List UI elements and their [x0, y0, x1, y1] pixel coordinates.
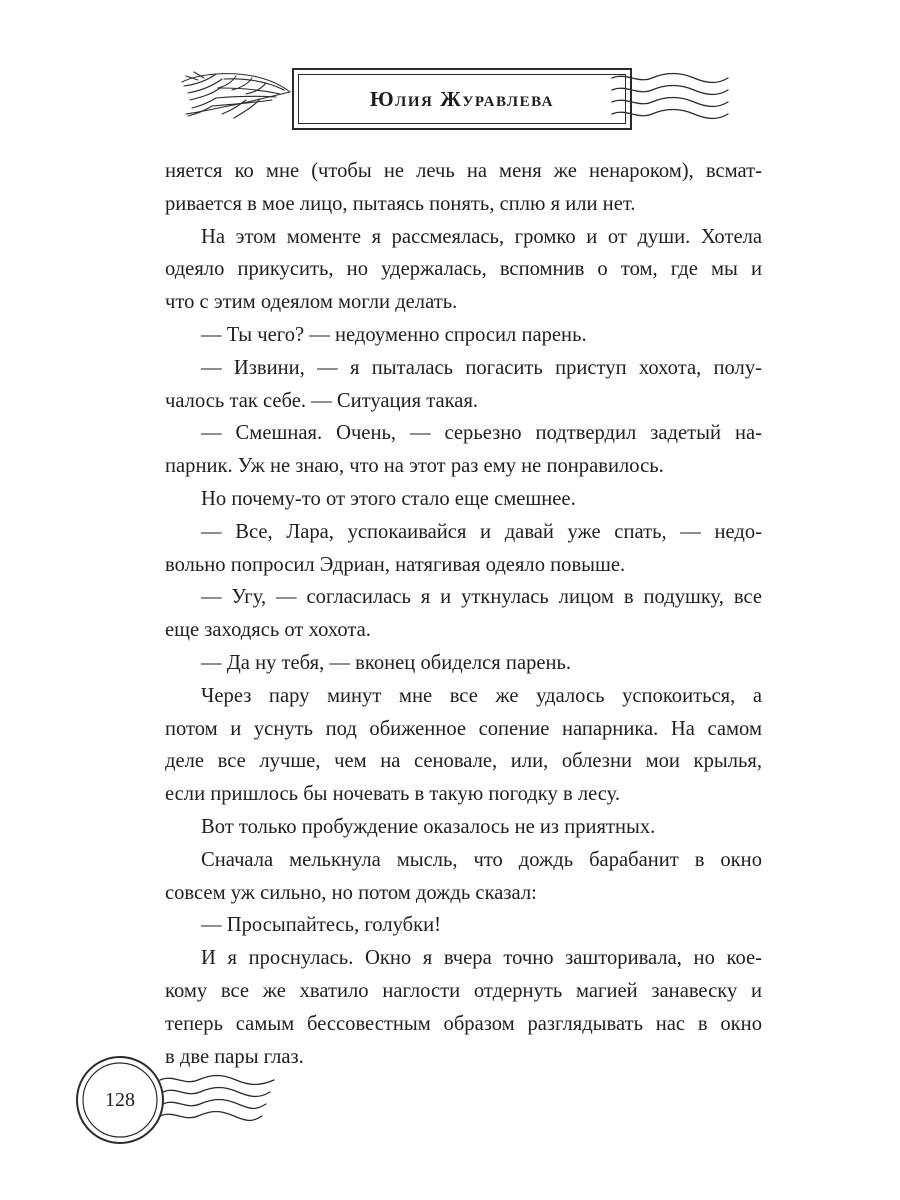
text-line: няется ко мне (чтобы не лечь на меня же ненароком), всмат-: [165, 160, 762, 182]
text-line: в две пары глаз.: [165, 1045, 304, 1068]
paragraph: [165, 516, 762, 582]
text-line: потом и уснуть под обиженное сопение напарника. На самом: [165, 717, 762, 740]
text-line: — Просыпайтесь, голубки!: [201, 914, 441, 937]
text-line: если пришлось бы ночевать в такую погодку в лесу.: [165, 783, 621, 806]
paragraph: [165, 844, 762, 910]
text-line: вольно попросил Эдриан, натягивая одеяло повыше.: [165, 553, 626, 576]
paragraph: [165, 221, 762, 319]
text-line: чалось так себе. — Ситуация такая.: [165, 389, 479, 412]
text-line: деле все лучше, чем на сеновале, или, облезни мои крылья,: [165, 750, 762, 773]
body-text: [165, 155, 762, 1073]
paragraph: [165, 581, 762, 647]
text-line: — Все, Лара, успокаивайся и давай уже спать, — недо-: [201, 520, 762, 543]
text-line: — Ты чего? — недоуменно спросил парень.: [201, 323, 587, 346]
postmark-lines-icon: [610, 64, 730, 134]
text-line: Но почему-то от этого стало еще смешнее.: [201, 487, 576, 510]
page-number: 128: [105, 1089, 135, 1111]
text-line: — Да ну тебя, — вконец обиделся парень.: [201, 651, 572, 674]
paragraph: [165, 483, 762, 516]
text-line: Вот только пробуждение оказалось не из приятных.: [201, 815, 656, 838]
text-line: И я проснулась. Окно я вчера точно зашторивала, но кое-: [201, 947, 762, 970]
text-line: кому все же хватило наглости отдернуть магией занавеску и: [165, 979, 762, 1002]
text-line: совсем уж сильно, но потом дождь сказал:: [165, 881, 537, 904]
text-line: теперь самым бессовестным образом разглядывать нас в окно: [165, 1012, 762, 1035]
paragraph: [165, 319, 762, 352]
folio: [70, 1052, 280, 1152]
text-line: одеяло прикусить, но удержалась, вспомнив о том, где мы и: [165, 258, 762, 281]
text-line: ривается в мое лицо, пытаясь понять, сплю я или нет.: [165, 192, 636, 215]
text-line: что с этим одеялом могли делать.: [165, 291, 458, 314]
paragraph: [165, 352, 762, 418]
text-line: — Смешная. Очень, — серьезно подтвердил задетый на-: [201, 422, 762, 445]
paragraph: [165, 417, 762, 483]
paragraph: [165, 155, 762, 221]
paragraph: [165, 680, 762, 811]
paragraph: [165, 811, 762, 844]
paragraph: [165, 909, 762, 942]
text-line: еще заходясь от хохота.: [165, 619, 371, 642]
text-line: На этом моменте я рассмеялась, громко и от души. Хотела: [201, 225, 762, 248]
running-head: [170, 56, 730, 144]
text-line: Сначала мелькнула мысль, что дождь барабанит в окно: [201, 848, 762, 871]
running-head-author: Юлия Журавлева: [370, 86, 554, 111]
text-line: Через пару минут мне все же удалось успокоиться, а: [201, 684, 762, 707]
paragraph: [165, 647, 762, 680]
text-line: парник. Уж не знаю, что на этот раз ему не понравилось.: [165, 455, 664, 478]
text-line: — Извини, — я пыталась погасить приступ хохота, полу-: [201, 356, 762, 379]
running-head-frame: [292, 68, 632, 130]
text-line: — Угу, — согласилась я и уткнулась лицом в подушку, все: [201, 586, 762, 609]
wing-icon: [176, 66, 294, 126]
